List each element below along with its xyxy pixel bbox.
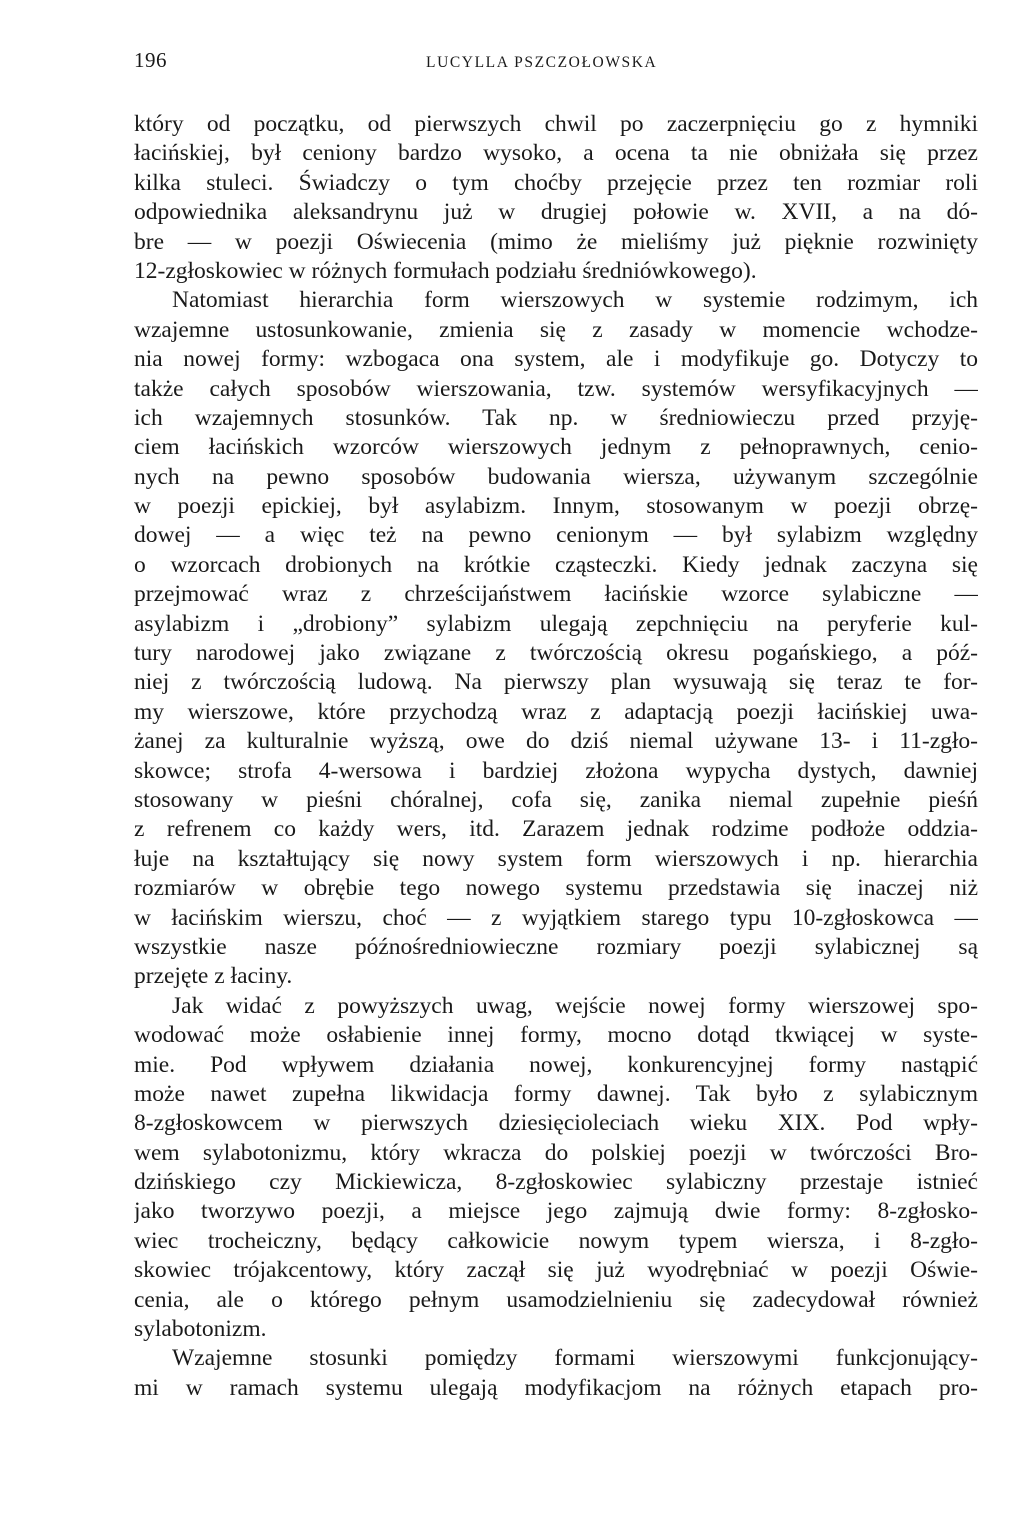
page-number: 196 xyxy=(134,48,167,72)
text-line: bre — w poezji Oświecenia (mimo że mieliśmy już pięknie rozwinięty xyxy=(134,228,978,255)
text-line: przejęte z łaciny. xyxy=(134,963,293,990)
text-line: nia nowej formy: wzbogaca ona system, ale i modyfikuje go. Dotyczy to xyxy=(134,346,978,373)
text-line: jako tworzywo poezji, a miejsce jego zajmują dwie formy: 8-zgłosko- xyxy=(134,1198,978,1225)
text-line: skowce; strofa 4-wersowa i bardziej złożona wypycha dystych, dawniej xyxy=(134,757,978,784)
text-line: niej z twórczością ludową. Na pierwszy plan wysuwają się teraz te for- xyxy=(134,669,978,696)
running-head-title: LUCYLLA PSZCZOŁOWSKA xyxy=(426,54,658,71)
body-text xyxy=(134,110,978,1500)
text-line: asylabizm i „drobiony” sylabizm ulegają zepchnięciu na peryferie kul- xyxy=(134,610,978,637)
text-line: kilka stuleci. Świadczy o tym choćby przejęcie przez ten rozmiar roli xyxy=(134,169,978,196)
text-line: nych na pewno sposobów budowania wiersza, używanym szczególnie xyxy=(134,463,978,490)
text-line: o wzorcach drobionych na krótkie cząsteczki. Kiedy jednak zaczyna się xyxy=(134,551,978,578)
text-line: wem sylabotonizmu, który wkracza do polskiej poezji w twórczości Bro- xyxy=(134,1139,978,1166)
text-line: który od początku, od pierwszych chwil po zaczerpnięciu go z hymniki xyxy=(134,111,978,137)
text-line: ciem łacińskich wzorców wierszowych jednym z pełnoprawnych, cenio- xyxy=(134,434,978,461)
text-line: ich wzajemnych stosunków. Tak np. w średniowieczu przed przyję- xyxy=(134,404,978,431)
text-line: skowiec trójakcentowy, który zaczął się już wyodrębniać w poezji Oświe- xyxy=(134,1257,978,1284)
text-line: mie. Pod wpływem działania nowej, konkurencyjnej formy nastąpić xyxy=(134,1051,978,1078)
text-line: wzajemne ustosunkowanie, zmienia się z zasady w momencie wchodze- xyxy=(134,316,978,343)
text-line: mi w ramach systemu ulegają modyfikacjom na różnych etapach pro- xyxy=(134,1374,978,1401)
text-line: wodować może osłabienie innej formy, mocno dotąd tkwiącej w syste- xyxy=(134,1022,978,1049)
text-line: przejmować wraz z chrześcijaństwem łacińskie wzorce sylabiczne — xyxy=(134,581,978,608)
text-line: dowej — a więc też na pewno cenionym — był sylabizm względny xyxy=(134,522,978,549)
text-line: z refrenem co każdy wers, itd. Zarazem jednak rodzime podłoże oddzia- xyxy=(134,816,978,843)
text-line: w łacińskim wierszu, choć — z wyjątkiem starego typu 10-zgłoskowca — xyxy=(134,904,978,931)
text-line: w poezji epickiej, był asylabizm. Innym, stosowanym w poezji obrzę- xyxy=(134,493,978,520)
text-line: my wierszowe, które przychodzą wraz z adaptacją poezji łacińskiej uwa- xyxy=(134,698,978,725)
text-line: 12-zgłoskowiec w różnych formułach podziału średniówkowego). xyxy=(134,257,757,284)
text-line: także całych sposobów wierszowania, tzw. systemów wersyfikacyjnych — xyxy=(134,375,978,402)
text-line: łuje na kształtujący się nowy system form wierszowych i np. hierarchia xyxy=(134,845,978,872)
text-line: odpowiednika aleksandrynu już w drugiej połowie w. XVII, a na dó- xyxy=(134,199,978,226)
text-line: może nawet zupełna likwidacja formy dawnej. Tak było z sylabicznym xyxy=(134,1080,978,1107)
text-line: stosowany w pieśni chóralnej, cofa się, zanika niemal zupełnie pieśń xyxy=(134,786,978,813)
text-line: cenia, ale o którego pełnym usamodzielnieniu się zadecydował również xyxy=(134,1286,978,1313)
text-line: tury narodowej jako związane z twórczością okresu pogańskiego, a póź- xyxy=(134,640,978,667)
text-line: dzińskiego czy Mickiewicza, 8-zgłoskowiec sylabiczny przestaje istnieć xyxy=(134,1169,978,1196)
text-line: 8-zgłoskowcem w pierwszych dziesięcioleciach wieku XIX. Pod wpły- xyxy=(134,1110,978,1137)
text-line: Natomiast hierarchia form wierszowych w systemie rodzimym, ich xyxy=(172,287,978,314)
text-line: Wzajemne stosunki pomiędzy formami wierszowymi funkcjonujący- xyxy=(172,1345,978,1372)
text-line: wszystkie nasze późnośredniowieczne rozmiary poezji sylabicznej są xyxy=(134,933,978,960)
text-line: łacińskiej, był ceniony bardzo wysoko, a ocena ta nie obniżała się przez xyxy=(134,140,978,167)
text-line: Jak widać z powyższych uwag, wejście nowej formy wierszowej spo- xyxy=(172,992,978,1019)
running-head xyxy=(134,48,978,78)
text-line: wiec trocheiczny, będący całkowicie nowym typem wiersza, i 8-zgło- xyxy=(134,1227,978,1254)
text-line: rozmiarów w obrębie tego nowego systemu przedstawia się inaczej niż xyxy=(134,875,978,902)
text-line: żanej za kulturalnie wyższą, owe do dziś niemal używane 13- i 11-zgło- xyxy=(134,728,978,755)
text-line: sylabotonizm. xyxy=(134,1316,267,1343)
